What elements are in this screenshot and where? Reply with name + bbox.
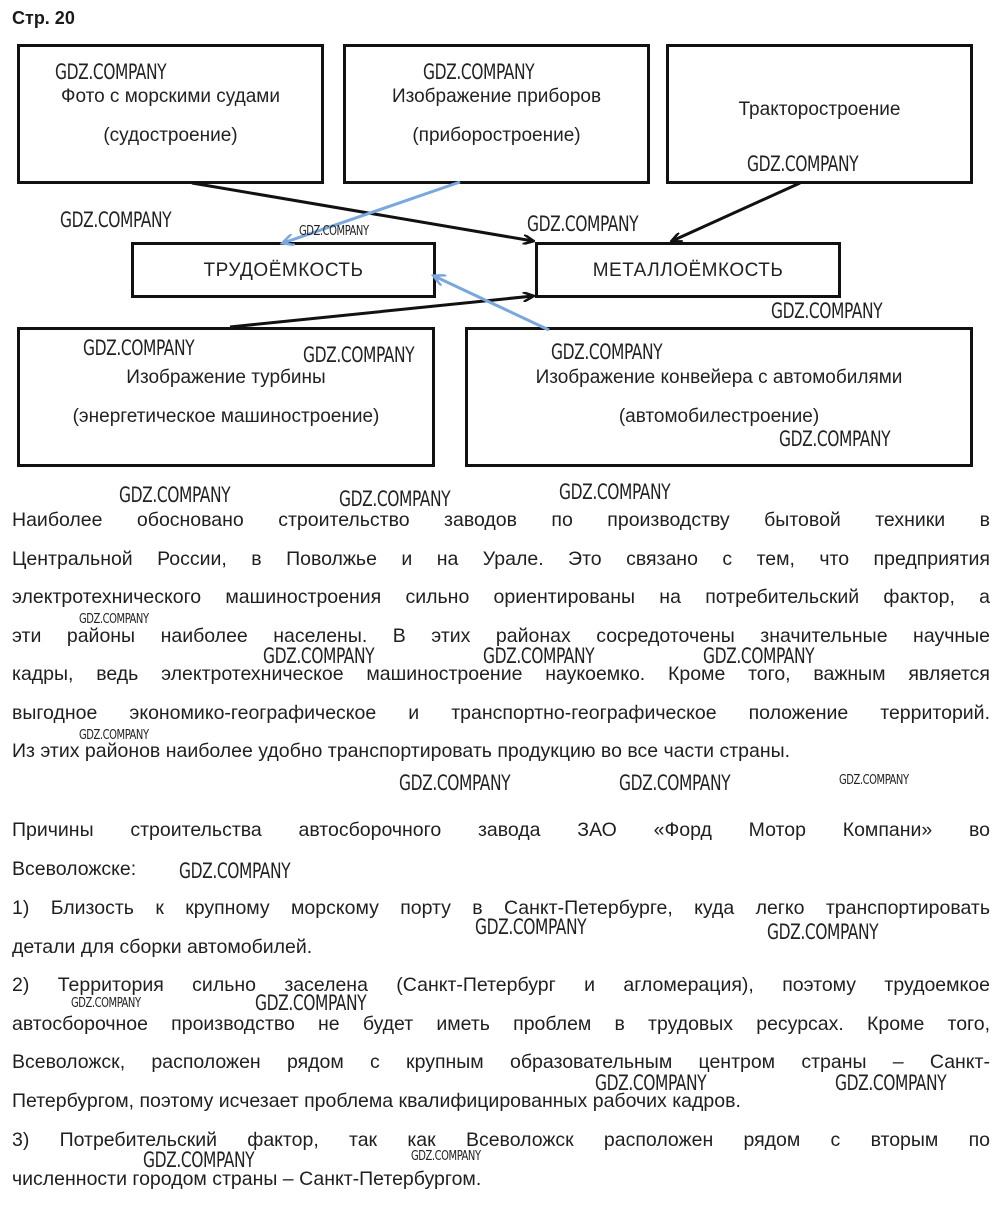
arrow-instruments-to-labor bbox=[283, 182, 460, 243]
box-power-engineering-title: Изображение турбины bbox=[126, 367, 326, 388]
text-line: 3) Потребительский фактор, так как Всеволожск расположен рядом с вторым по bbox=[12, 1129, 990, 1151]
box-shipbuilding-subtitle: (судостроение) bbox=[103, 125, 238, 146]
box-instrument-making-subtitle: (приборостроение) bbox=[412, 125, 581, 146]
text-line: Причины строительства автосборочного завода ЗАО «Форд Мотор Компани» во bbox=[12, 819, 990, 841]
text-line: 1) Близость к крупному морскому порту в Санкт-Петербурге, куда легко транспортировать bbox=[12, 897, 990, 919]
watermark: GDZ.COMPANY bbox=[839, 773, 909, 788]
text-line: автосборочное производство не будет иметь проблем в трудовых ресурсах. Кроме того, bbox=[12, 1012, 990, 1035]
watermark: GDZ.COMPANY bbox=[399, 771, 511, 795]
list-item-3 bbox=[12, 1121, 990, 1198]
watermark: GDZ.COMPANY bbox=[119, 483, 231, 507]
text-line: численности городом страны – Санкт-Петербургом. bbox=[12, 1167, 482, 1190]
list-item-2 bbox=[12, 966, 990, 1120]
watermark: GDZ.COMPANY bbox=[79, 728, 149, 743]
text-line: электротехнического машиностроения сильно ориентированы на потребительский фактор, а bbox=[12, 586, 990, 608]
watermark: GDZ.COMPANY bbox=[55, 60, 167, 84]
watermark: GDZ.COMPANY bbox=[619, 771, 731, 795]
watermark: GDZ.COMPANY bbox=[475, 915, 587, 939]
watermark: GDZ.COMPANY bbox=[527, 212, 639, 236]
watermark: GDZ.COMPANY bbox=[703, 644, 815, 668]
text-line: Петербургом, поэтому исчезает проблема квалифицированных рабочих кадров. bbox=[12, 1089, 741, 1112]
watermark: GDZ.COMPANY bbox=[779, 427, 891, 451]
watermark: GDZ.COMPANY bbox=[767, 920, 879, 944]
watermark: GDZ.COMPANY bbox=[143, 1148, 255, 1172]
paragraph-ford-reasons-intro bbox=[12, 811, 990, 888]
watermark: GDZ.COMPANY bbox=[835, 1071, 947, 1095]
text-line: Всеволожск, расположен рядом с крупным образовательным центром страны – Санкт- bbox=[12, 1051, 990, 1073]
arrow-tractor-to-metal bbox=[672, 183, 800, 241]
text-line: Центральной России, в Поволжье и на Урале. Это связано с тем, что предприятия bbox=[12, 547, 990, 570]
box-metal-intensity-label: МЕТАЛЛОЁМКОСТЬ bbox=[592, 259, 784, 281]
text-line: Из этих районов наиболее удобно транспортировать продукцию во все части страны. bbox=[12, 740, 791, 762]
watermark: GDZ.COMPANY bbox=[60, 208, 172, 232]
watermark: GDZ.COMPANY bbox=[483, 644, 595, 668]
diagram-arrows bbox=[0, 0, 1000, 500]
watermark: GDZ.COMPANY bbox=[559, 480, 671, 504]
watermark: GDZ.COMPANY bbox=[71, 996, 141, 1011]
watermark: GDZ.COMPANY bbox=[423, 60, 535, 84]
watermark: GDZ.COMPANY bbox=[303, 343, 415, 367]
watermark: GDZ.COMPANY bbox=[551, 340, 663, 364]
text-line: 2) Территория сильно заселена (Санкт-Петербург и агломерация), поэтому трудоемкое bbox=[12, 974, 990, 996]
text-line: кадры, ведь электротехническое машиностроение наукоемко. Кроме того, важным является bbox=[12, 663, 990, 685]
watermark: GDZ.COMPANY bbox=[747, 152, 859, 176]
watermark: GDZ.COMPANY bbox=[411, 1149, 481, 1164]
watermark: GDZ.COMPANY bbox=[339, 487, 451, 511]
box-shipbuilding-title: Фото с морскими судами bbox=[61, 86, 280, 107]
paragraph-household-appliances bbox=[12, 501, 990, 771]
box-labor-intensity-label: ТРУДОЁМКОСТЬ bbox=[203, 259, 364, 281]
watermark: GDZ.COMPANY bbox=[299, 224, 369, 239]
text-line: эти районы наиболее населены. В этих районах сосредоточены значительные научные bbox=[12, 624, 990, 647]
arrow-shipbuilding-to-metal bbox=[192, 183, 533, 241]
watermark: GDZ.COMPANY bbox=[595, 1071, 707, 1095]
watermark: GDZ.COMPANY bbox=[79, 612, 149, 627]
page-number: Стр. 20 bbox=[12, 8, 75, 28]
watermark: GDZ.COMPANY bbox=[771, 299, 883, 323]
text-line: детали для сборки автомобилей. bbox=[12, 935, 313, 958]
box-automotive-subtitle: (автомобилестроение) bbox=[618, 406, 820, 427]
box-tractor-building-title: Тракторостроение bbox=[738, 98, 901, 120]
box-power-engineering-subtitle: (энергетическое машиностроение) bbox=[72, 406, 380, 427]
box-instrument-making-title: Изображение приборов bbox=[391, 86, 602, 107]
text-line: Наиболее обосновано строительство заводов по производству бытовой техники в bbox=[12, 509, 990, 531]
watermark: GDZ.COMPANY bbox=[179, 859, 291, 883]
watermark: GDZ.COMPANY bbox=[255, 991, 367, 1015]
text-line: Всеволожске: bbox=[12, 857, 137, 880]
list-item-1 bbox=[12, 889, 990, 966]
watermark: GDZ.COMPANY bbox=[83, 336, 195, 360]
text-line: выгодное экономико-географическое и транспортно-географическое положение территорий. bbox=[12, 701, 990, 724]
watermark: GDZ.COMPANY bbox=[263, 644, 375, 668]
box-automotive-title: Изображение конвейера с автомобилями bbox=[535, 367, 903, 388]
